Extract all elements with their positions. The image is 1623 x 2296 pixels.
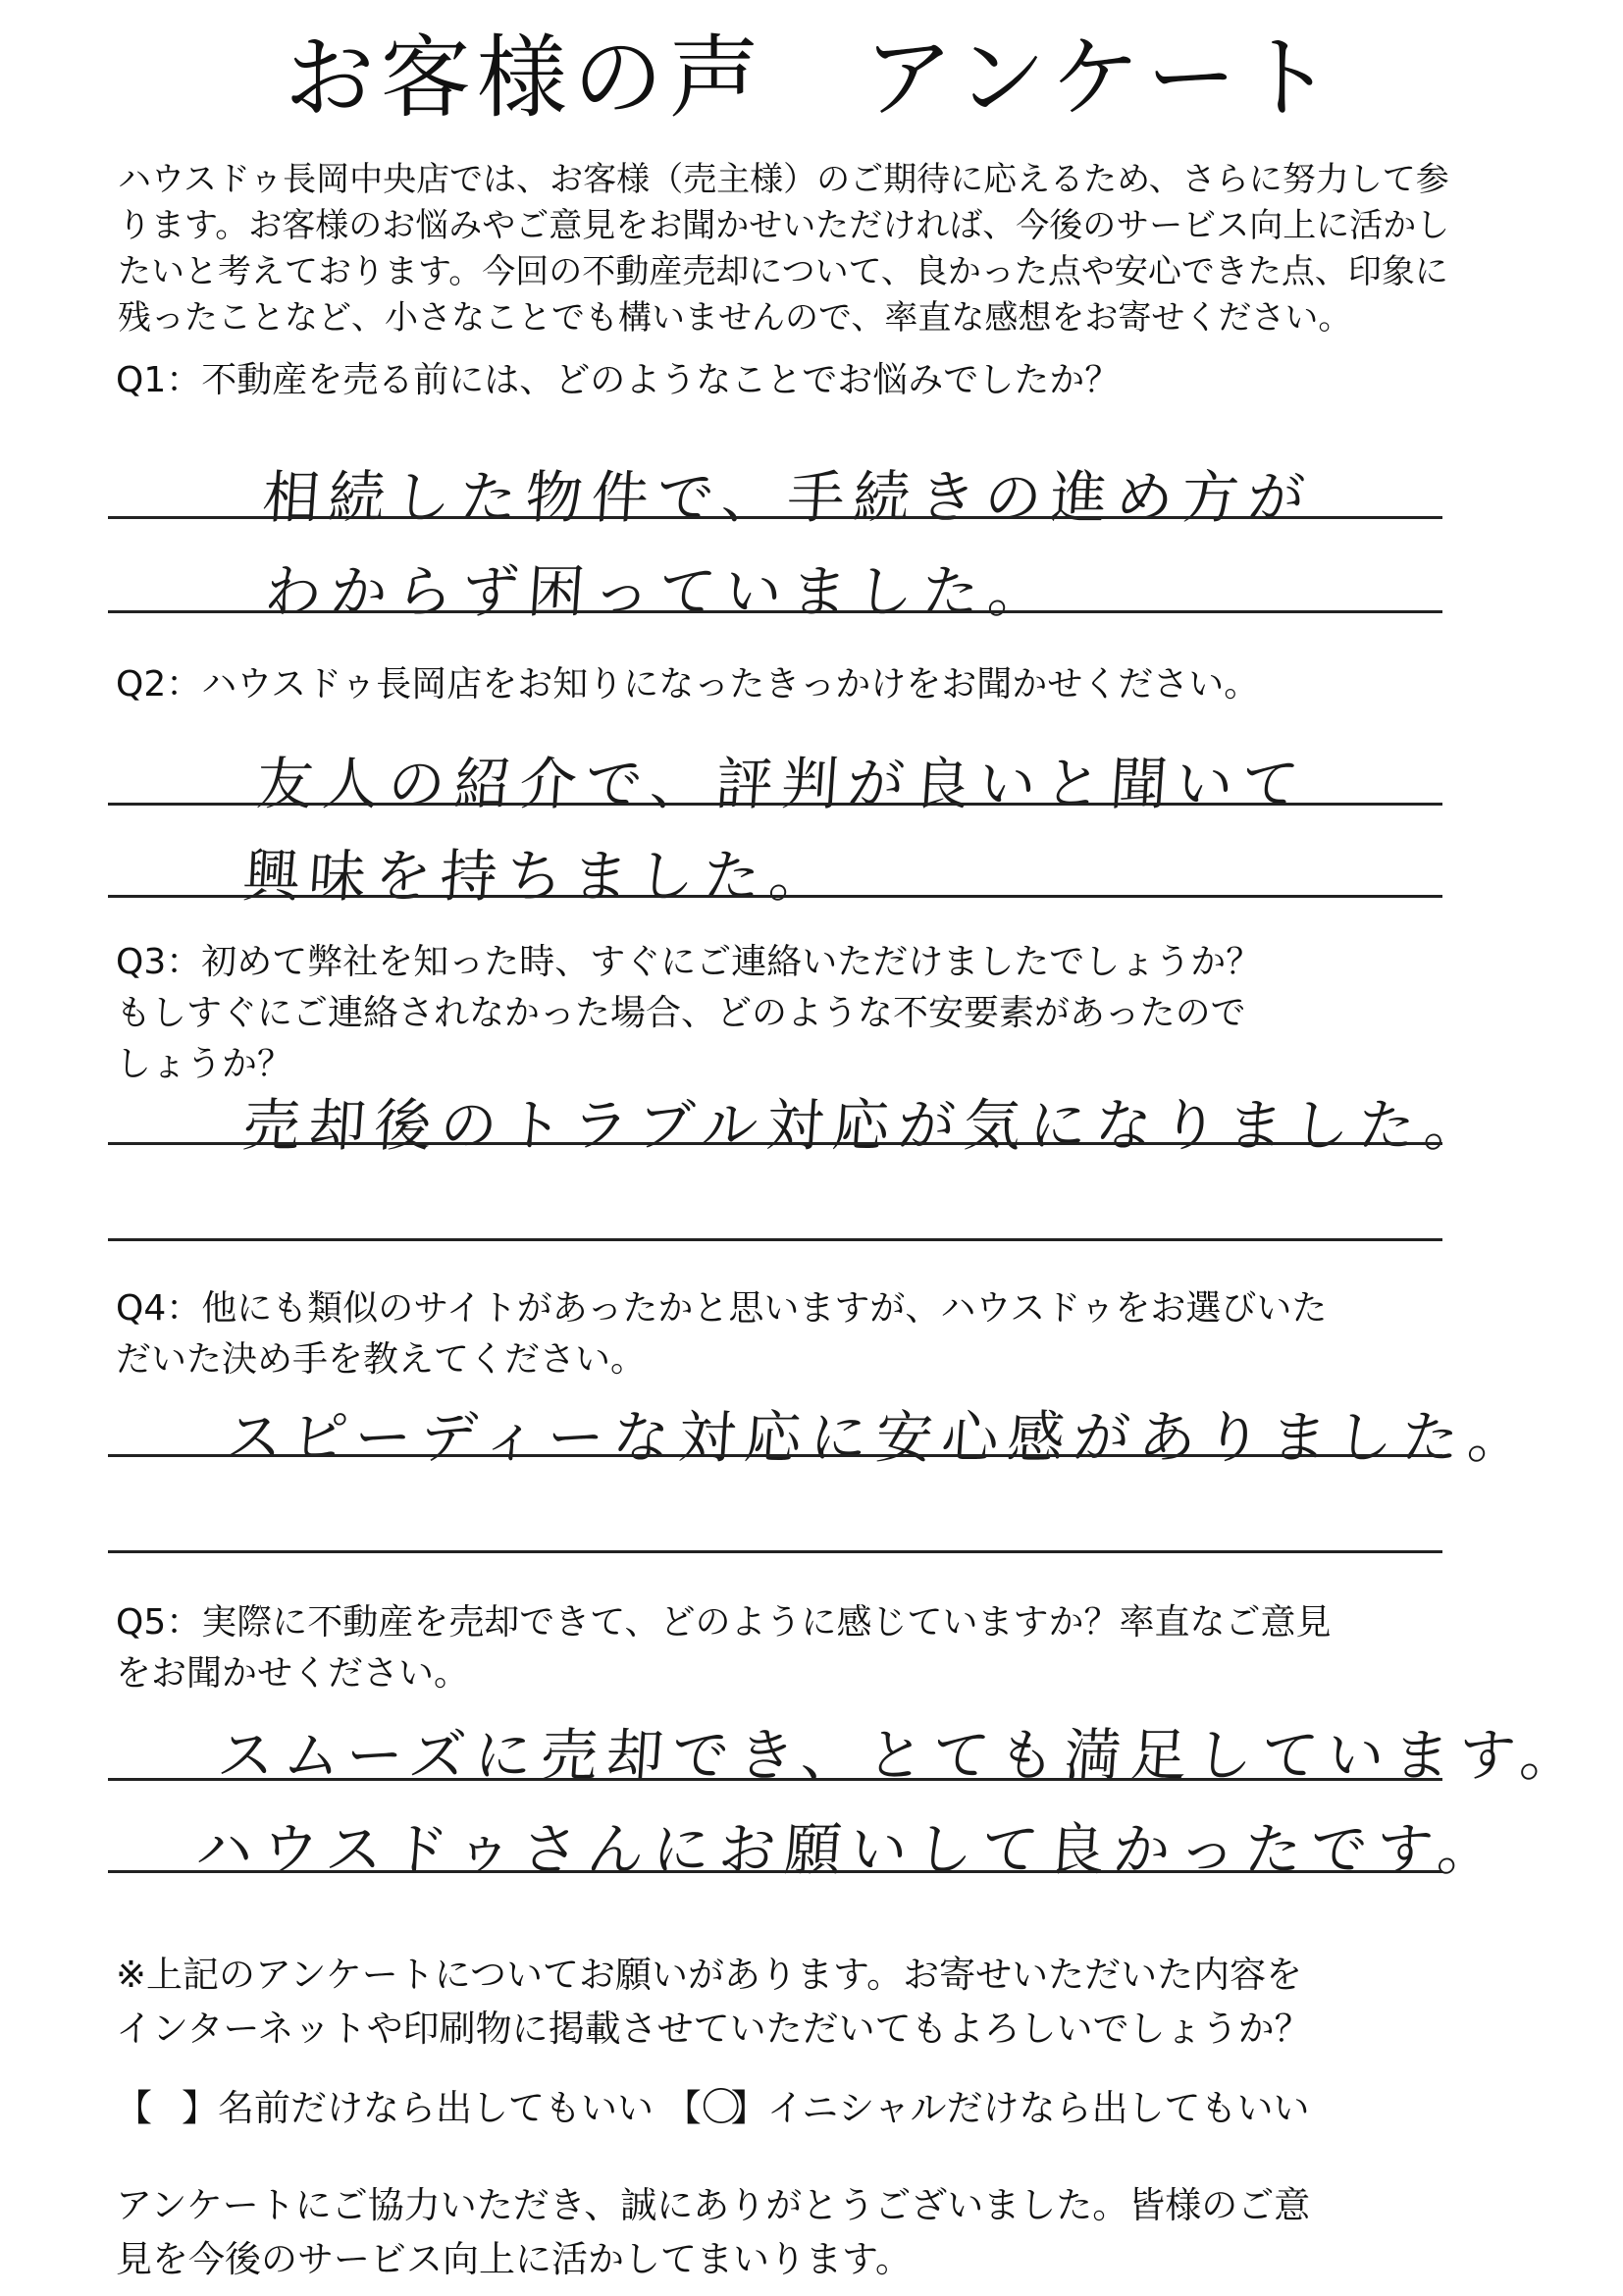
q2-answer-line-2: 興味を持ちました。 — [240, 843, 838, 910]
option2-mark: 〇 — [701, 2085, 741, 2130]
q5-answer-line-2: ハウスドゥさんにお願いして良かったです。 — [193, 1816, 1506, 1883]
option1-checkbox[interactable]: 【 】 — [116, 2087, 218, 2129]
page-title — [0, 20, 1623, 137]
q4-question-line: Q4：他にも類似のサイトがあったかと思いますが、ハウスドゥをお選びいた — [116, 1288, 1328, 1329]
q2-answer-line-1: 友人の紹介で、評判が良いと聞いて — [254, 751, 1310, 817]
publication-options — [116, 2078, 1310, 2138]
intro-line: 残ったことなど、小さなことでも構いませんので、率直な感想をお寄せください。 — [118, 298, 1352, 338]
q5-question-line: Q5：実際に不動産を売却できて、どのように感じていますか？率直なご意見 — [116, 1602, 1332, 1643]
q3-rule-1 — [108, 1142, 1442, 1145]
q5-rule-1 — [108, 1778, 1442, 1781]
title-left: お客様の声 — [284, 26, 765, 130]
q3-question — [116, 937, 1261, 1090]
intro-text — [118, 157, 1452, 341]
option2-checkbox[interactable]: 【〇】 — [665, 2078, 767, 2138]
q3-answer-line-1: 売却後のトラブル対応が気になりました。 — [240, 1092, 1492, 1159]
closing-line: アンケートにご協力いただき、誠にありがとうございました。皆様のご意 — [116, 2184, 1311, 2226]
q2-rule-1 — [108, 803, 1442, 806]
q4-rule-1 — [108, 1454, 1442, 1457]
q1-rule-1 — [108, 516, 1442, 519]
intro-line: ります。お客様のお悩みやご意見をお聞かせいただければ、今後のサービス向上に活かし — [118, 206, 1450, 245]
q5-rule-2 — [108, 1870, 1442, 1873]
title-right: アンケート — [863, 26, 1339, 130]
q1-rule-2 — [108, 610, 1442, 613]
option1-label: 名前だけなら出してもいい — [218, 2087, 654, 2129]
intro-line: ハウスドゥ長岡中央店では、お客様（売主様）のご期待に応えるため、さらに努力して参 — [118, 160, 1449, 199]
closing-text — [116, 2178, 1310, 2286]
q4-answer-line-1: スピーディーな対応に安心感がありました。 — [223, 1404, 1537, 1471]
q2-rule-2 — [108, 895, 1442, 898]
q5-question-line: をお聞かせください。 — [116, 1653, 470, 1694]
q3-rule-2 — [108, 1238, 1442, 1241]
note-line: インターネットや印刷物に掲載させていただいてもよろしいでしょうか？ — [116, 2008, 1311, 2050]
q4-rule-2 — [108, 1550, 1442, 1553]
q1-answer-line-1: 相続した物件で、手続きの進め方が — [260, 464, 1316, 531]
q2-question: Q2：ハウスドゥ長岡店をお知りになったきっかけをお聞かせください。 — [116, 664, 1260, 704]
q1-question: Q1：不動産を売る前には、どのようなことでお悩みでしたか？ — [116, 360, 1121, 400]
q3-question-line: しょうか？ — [116, 1044, 293, 1084]
q4-question-line: だいた決め手を教えてください。 — [116, 1339, 647, 1380]
q5-answer-line-1: スムーズに売却でき、とても満足しています。 — [215, 1722, 1589, 1789]
publication-note — [116, 1948, 1311, 2056]
intro-line: たいと考えております。今回の不動産売却について、良かった点や安心できた点、印象に — [118, 252, 1448, 291]
note-line: ※上記のアンケートについてお願いがあります。お寄せいただいた内容を — [116, 1954, 1303, 1996]
option2-label: イニシャルだけなら出してもいい — [766, 2087, 1310, 2129]
q1-answer-line-2: わからず困っていました。 — [262, 558, 1057, 625]
q3-question-line: もしすぐにご連絡されなかった場合、どのような不安要素があったので — [116, 993, 1246, 1033]
q4-question — [116, 1283, 1327, 1385]
q3-question-line: Q3：初めて弊社を知った時、すぐにご連絡いただけましたでしょうか？ — [116, 942, 1262, 982]
closing-line: 見を今後のサービス向上に活かしてまいります。 — [116, 2238, 913, 2280]
q5-question — [116, 1597, 1332, 1699]
